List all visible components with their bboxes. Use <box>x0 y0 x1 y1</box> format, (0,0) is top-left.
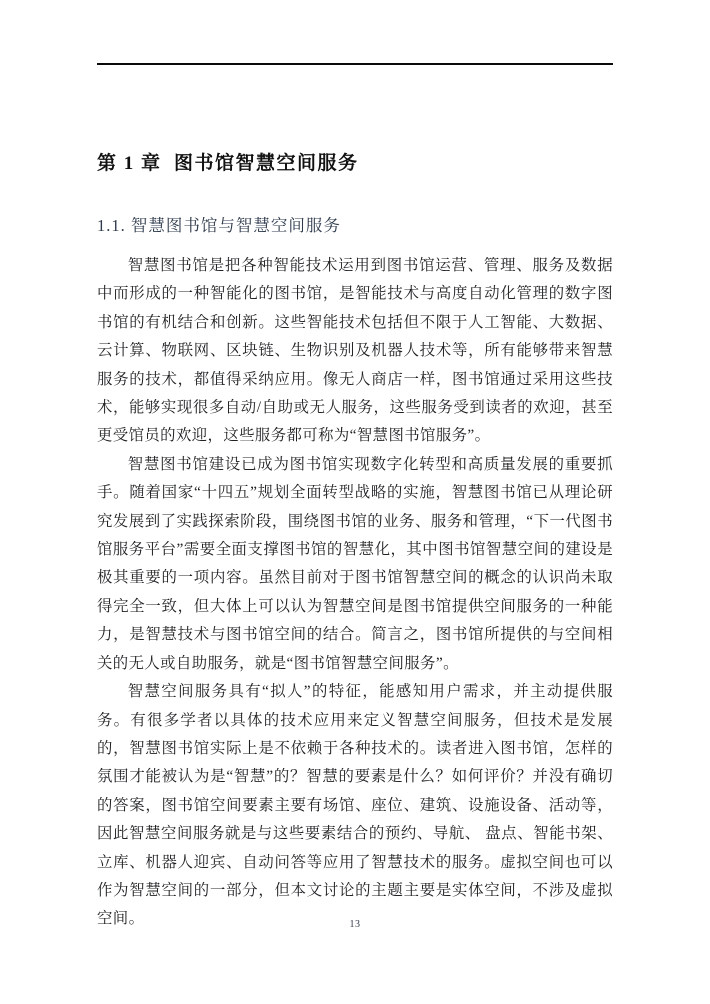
body-text <box>97 252 613 934</box>
chapter-title: 第 1 章 图书馆智慧空间服务 <box>97 153 359 174</box>
section-heading: 1.1. 智慧图书馆与智慧空间服务 <box>97 216 341 235</box>
paragraph-2: 智慧图书馆建设已成为图书馆实现数字化转型和高质量发展的重要抓手。随着国家“十四五”规划全面转型战略的实施，智慧图书馆已从理论研究发展到了实践探索阶段，围绕图书馆的业务、服务和管理，“下一代图书馆服务平台”需要全面支撑图书馆的智慧化，其中图书馆智慧空间的建设是极其重要的一项内容。虽然目前对于图书馆智慧空间的概念的认识尚未取得完全一致，但大体上可以认为智慧空间是图书馆提供空间服务的一种能力，是智慧技术与图书馆空间的结合。简言之，图书馆所提供的与空间相关的无人或自助服务，就是“图书馆智慧空间服务”。 <box>97 455 613 672</box>
page-footer <box>0 914 710 932</box>
paragraph-1: 智慧图书馆是把各种智能技术运用到图书馆运营、管理、服务及数据中而形成的一种智能化的图书馆，是智能技术与高度自动化管理的数字图书馆的有机结合和创新。这些智能技术包括但不限于人工智能、大数据、云计算、物联网、区块链、生物识别及机器人技术等，所有能够带来智慧服务的技术，都值得采纳应用。像无人商店一样，图书馆通过采用这些技术，能够实现很多自动/自助或无人服务，这些服务受到读者的欢迎，甚至更受馆员的欢迎，这些服务都可称为“智慧图书馆服务”。 <box>97 257 613 445</box>
paragraph-3: 智慧空间服务具有“拟人”的特征，能感知用户需求，并主动提供服务。有很多学者以具体的技术应用来定义智慧空间服务，但技术是发展的，智慧图书馆实际上是不依赖于各种技术的。读者进入图书馆，怎样的氛围才能被认为是“智慧”的？智慧的要素是什么？如何评价？并没有确切的答案，图书馆空间要素主要有场馆、座位、建筑、设施设备、活动等，因此智慧空间服务就是与这些要素结合的预约、导航、 盘点、智能书架、立库、机器人迎宾、自动问答等应用了智慧技术的服务。虚拟空间也可以作为智慧空间的一部分，但本文讨论的主题主要是实体空间，不涉及虚拟空间。 <box>97 683 613 928</box>
page-number: 13 <box>349 919 361 930</box>
header-rule <box>97 63 613 65</box>
